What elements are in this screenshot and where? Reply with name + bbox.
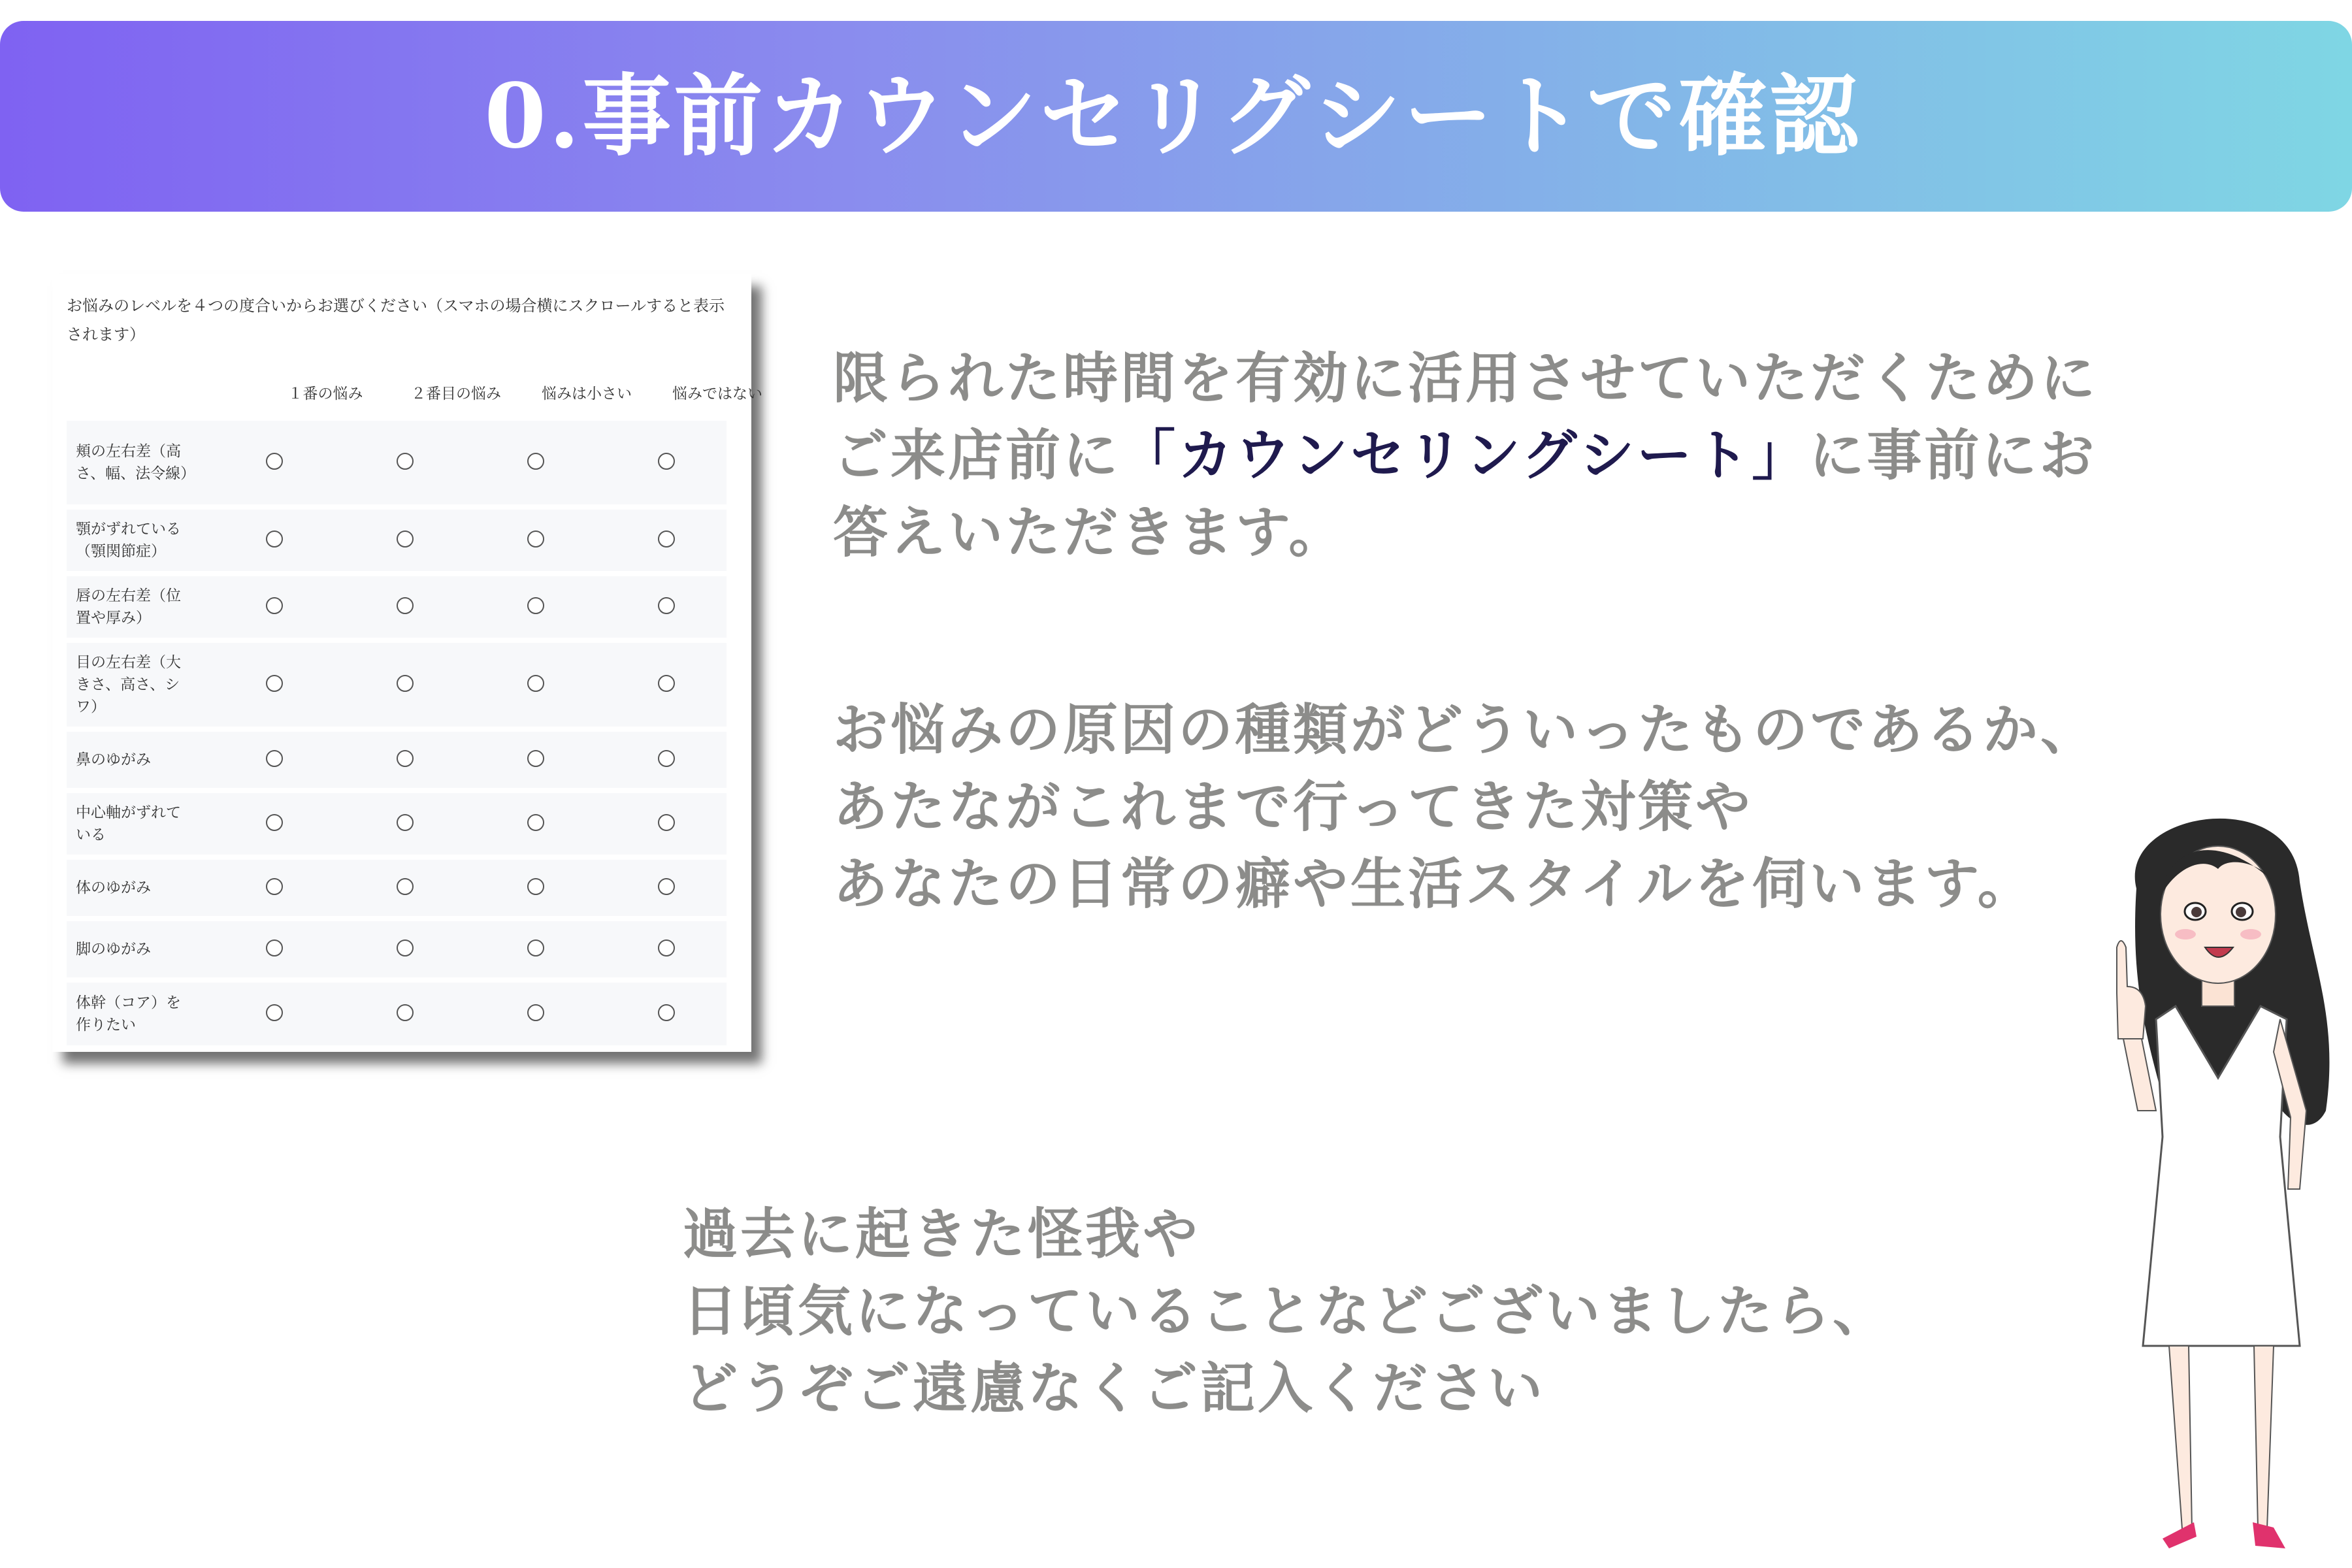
radio-option[interactable] <box>527 1004 544 1021</box>
row-label: 体のゆがみ <box>76 879 151 896</box>
notes-line-2: 日頃気になっていることなどございましたら、 <box>683 1279 1891 1343</box>
radio-option[interactable] <box>266 750 283 767</box>
column-header-4: 悩みではない <box>672 385 762 402</box>
radio-option[interactable] <box>397 597 414 614</box>
radio-option[interactable] <box>266 1004 283 1021</box>
radio-option[interactable] <box>658 531 675 547</box>
radio-option[interactable] <box>397 750 414 767</box>
row-label: 頬の左右差（高さ、幅、法令線） <box>76 443 196 482</box>
concerns-line-3: あなたの日常の癖や生活スタイルを伺います。 <box>833 851 2035 916</box>
table-row <box>67 793 727 855</box>
radio-option[interactable] <box>527 531 544 547</box>
table-row <box>67 921 727 977</box>
concerns-line-2: あたながこれまで行ってきた対策や <box>833 774 1754 839</box>
radio-option[interactable] <box>266 597 283 614</box>
radio-option[interactable] <box>527 750 544 767</box>
radio-option[interactable] <box>397 453 414 470</box>
column-header-3: 悩みは小さい <box>542 385 632 402</box>
radio-option[interactable] <box>397 814 414 831</box>
counseling-sheet-preview <box>52 274 762 1052</box>
radio-option[interactable] <box>658 750 675 767</box>
radio-option[interactable] <box>266 453 283 470</box>
radio-option[interactable] <box>397 1004 414 1021</box>
notes-line-3: どうぞご遠慮なくご記入ください <box>683 1356 1546 1420</box>
radio-option[interactable] <box>266 675 283 692</box>
title-banner <box>0 21 2352 212</box>
radio-option[interactable] <box>527 597 544 614</box>
table-row <box>67 983 727 1045</box>
page-title: 0.事前カウンセリグシートで確認 <box>484 64 1861 169</box>
notes-paragraph <box>683 1196 1890 1427</box>
intro-line-3: 答えいただきます。 <box>833 500 1347 564</box>
intro-line-2-post: に事前にお <box>1809 423 2097 487</box>
radio-option[interactable] <box>658 453 675 470</box>
radio-option[interactable] <box>527 814 544 831</box>
intro-line-2-pre: ご来店前に <box>833 423 1121 487</box>
intro-line-1: 限られた時間を有効に活用させていただくために <box>833 346 2099 410</box>
radio-option[interactable] <box>658 939 675 956</box>
row-label: 顎がずれている（顎関節症） <box>76 521 181 560</box>
table-row <box>67 643 727 727</box>
column-header-2: ２番目の悩み <box>411 385 501 402</box>
notes-line-1: 過去に起きた怪我や <box>683 1201 1201 1266</box>
table-row <box>67 421 727 504</box>
column-header-1: １番の悩み <box>287 385 363 402</box>
row-label: 体幹（コア）を作りたい <box>76 994 181 1034</box>
table-row <box>67 576 727 638</box>
woman-illustration <box>2078 771 2352 1568</box>
intro-line-2 <box>833 417 2098 494</box>
table-row <box>67 732 727 788</box>
radio-option[interactable] <box>658 1004 675 1021</box>
table-row <box>67 860 727 916</box>
radio-option[interactable] <box>266 939 283 956</box>
concerns-paragraph <box>833 691 2098 923</box>
radio-option[interactable] <box>527 675 544 692</box>
radio-option[interactable] <box>266 531 283 547</box>
table-row <box>67 510 727 571</box>
radio-option[interactable] <box>658 878 675 895</box>
radio-option[interactable] <box>397 675 414 692</box>
radio-option[interactable] <box>527 878 544 895</box>
counseling-sheet-highlight: 「カウンセリングシート」 <box>1120 423 1810 487</box>
row-label: 中心軸がずれている <box>76 804 181 843</box>
radio-option[interactable] <box>266 878 283 895</box>
radio-option[interactable] <box>527 453 544 470</box>
sheet-question: お悩みのレベルを４つの度合いからお選びください（スマホの場合横にスクロールすると表示されます） <box>67 297 725 344</box>
radio-option[interactable] <box>266 814 283 831</box>
radio-option[interactable] <box>397 878 414 895</box>
intro-paragraph <box>833 340 2098 571</box>
row-label: 目の左右差（大きさ、高さ、シワ） <box>76 654 181 715</box>
radio-option[interactable] <box>397 939 414 956</box>
radio-option[interactable] <box>397 531 414 547</box>
row-label: 唇の左右差（位置や厚み） <box>76 587 181 627</box>
radio-option[interactable] <box>658 814 675 831</box>
radio-option[interactable] <box>658 597 675 614</box>
radio-option[interactable] <box>527 939 544 956</box>
concerns-line-1: お悩みの原因の種類がどういったものであるか、 <box>833 697 2099 762</box>
row-label: 脚のゆがみ <box>76 941 151 958</box>
row-label: 鼻のゆがみ <box>76 751 151 768</box>
radio-option[interactable] <box>658 675 675 692</box>
